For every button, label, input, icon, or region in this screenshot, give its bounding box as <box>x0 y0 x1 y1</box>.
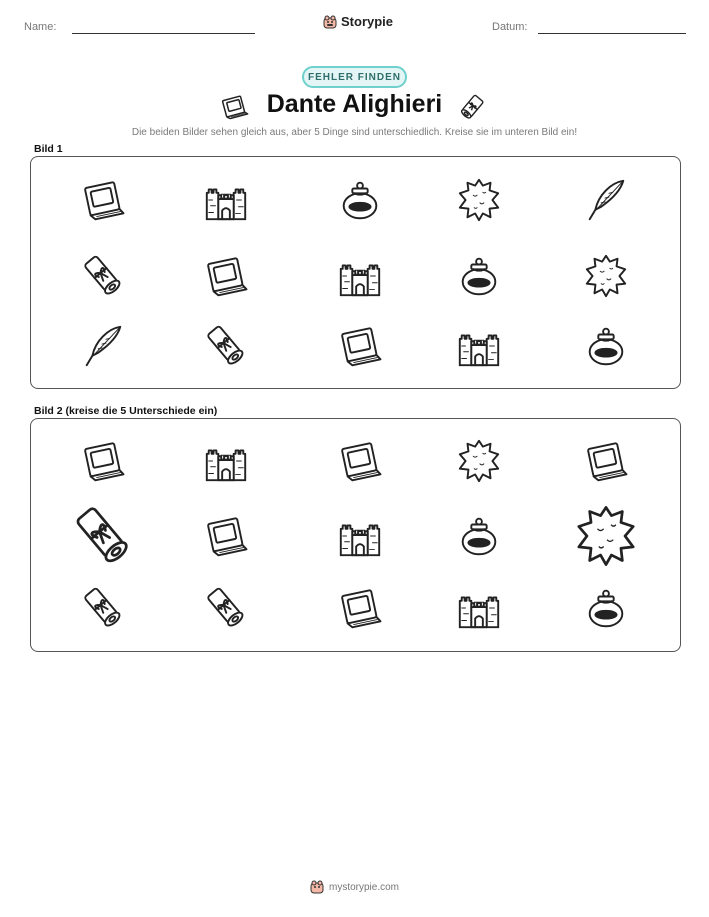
storypie-mascot-icon <box>310 880 324 894</box>
book-icon <box>79 176 127 224</box>
scroll-icon <box>458 92 486 122</box>
date-field-line[interactable] <box>538 33 686 34</box>
storypie-mascot-icon <box>323 15 337 29</box>
brand-logo <box>323 14 393 29</box>
footer <box>0 880 709 894</box>
picture1-label: Bild 1 <box>34 143 63 155</box>
animal-skin-icon <box>582 252 630 300</box>
name-field-line[interactable] <box>72 33 255 34</box>
scroll-icon[interactable] <box>69 502 137 570</box>
scroll-icon <box>202 322 250 370</box>
castle-icon[interactable] <box>202 437 250 485</box>
castle-icon <box>202 176 250 224</box>
castle-icon <box>455 322 503 370</box>
scroll-icon[interactable] <box>202 584 250 632</box>
ink-pot-icon <box>336 176 384 224</box>
castle-icon[interactable] <box>336 512 384 560</box>
ink-pot-icon[interactable] <box>582 584 630 632</box>
footer-site[interactable]: mystorypie.com <box>328 881 399 893</box>
ink-pot-icon[interactable] <box>455 512 503 560</box>
book-icon[interactable] <box>336 437 384 485</box>
picture2-label: Bild 2 (kreise die 5 Unterschiede ein) <box>34 405 218 417</box>
animal-skin-icon[interactable] <box>455 437 503 485</box>
ink-pot-icon <box>455 252 503 300</box>
name-label: Name: <box>24 21 57 33</box>
exercise-badge: FEHLER FINDEN <box>302 66 407 88</box>
book-icon <box>336 322 384 370</box>
quill-icon <box>79 322 127 370</box>
ink-pot-icon <box>582 322 630 370</box>
date-label: Datum: <box>492 21 528 33</box>
book-icon[interactable] <box>336 584 384 632</box>
castle-icon <box>336 252 384 300</box>
quill-icon <box>582 176 630 224</box>
book-icon[interactable] <box>202 512 250 560</box>
page-title: Dante Alighieri <box>266 90 443 118</box>
book-icon <box>202 252 250 300</box>
instructions: Die beiden Bilder sehen gleich aus, aber 5 Dinge sind unterschiedlich. Kreise sie im unteren Bild ein! <box>131 127 578 138</box>
animal-skin-icon <box>455 176 503 224</box>
brand-name: Storypie <box>341 14 394 29</box>
scroll-icon <box>79 252 127 300</box>
book-icon[interactable] <box>79 437 127 485</box>
scroll-icon[interactable] <box>79 584 127 632</box>
castle-icon[interactable] <box>455 584 503 632</box>
book-icon[interactable] <box>582 437 630 485</box>
animal-skin-icon[interactable] <box>572 502 640 570</box>
